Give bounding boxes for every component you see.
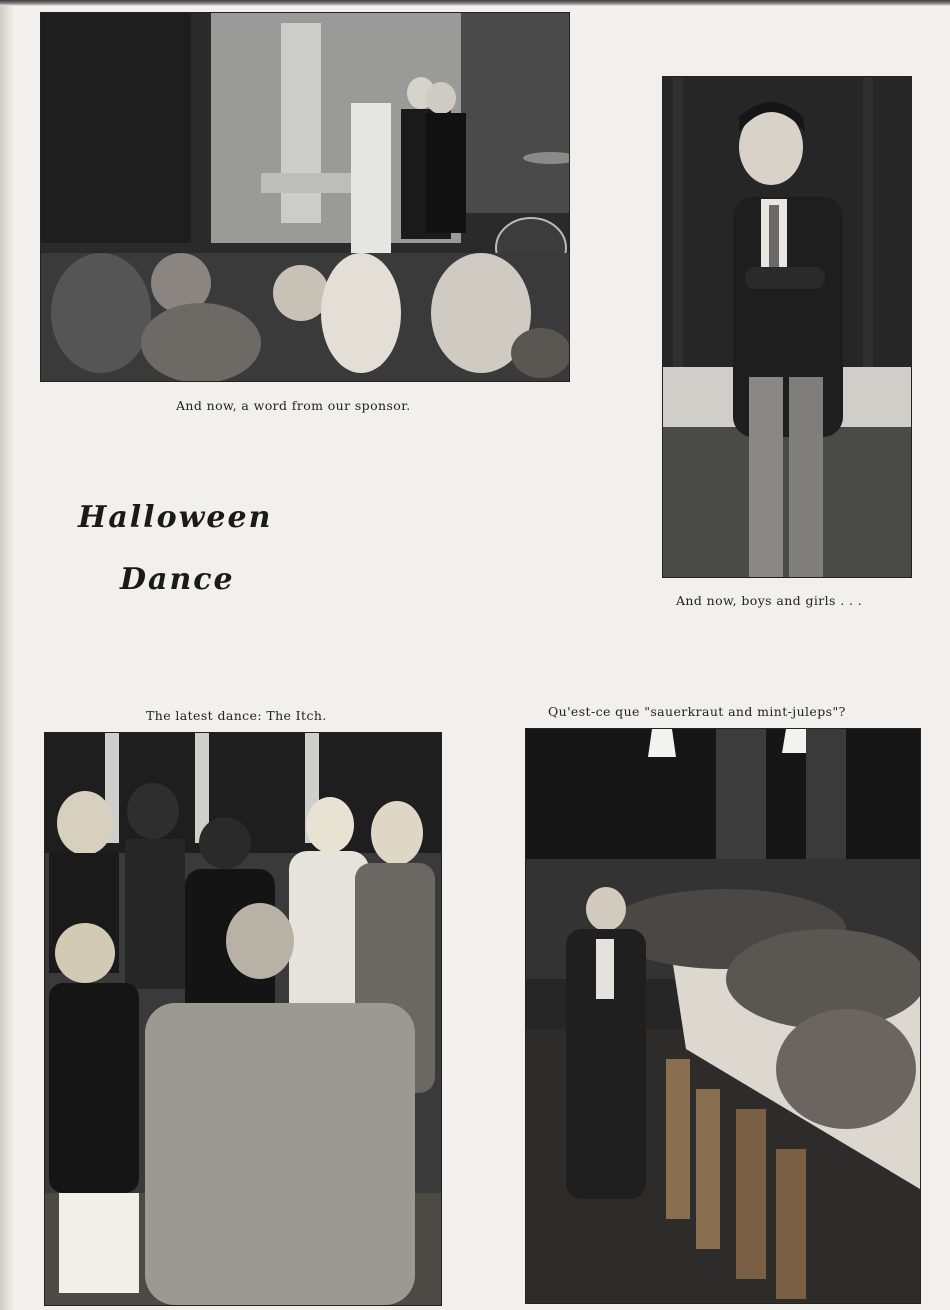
- band-photo: [40, 12, 570, 382]
- title-line-dance: Dance: [120, 562, 235, 597]
- title-line-halloween: Halloween: [78, 500, 273, 535]
- speaker-photo: [662, 76, 912, 578]
- dining-photo: [525, 728, 921, 1304]
- page-binding-edge: [0, 0, 14, 1310]
- dancing-photo-caption: The latest dance: The Itch.: [146, 708, 327, 723]
- speaker-photo-caption: And now, boys and girls . . .: [676, 593, 863, 608]
- dancing-photo: [44, 732, 442, 1306]
- page-top-edge: [0, 0, 950, 6]
- dining-photo-caption: Qu'est-ce que "sauerkraut and mint-juleps"?: [548, 704, 846, 719]
- band-photo-caption: And now, a word from our sponsor.: [176, 398, 411, 413]
